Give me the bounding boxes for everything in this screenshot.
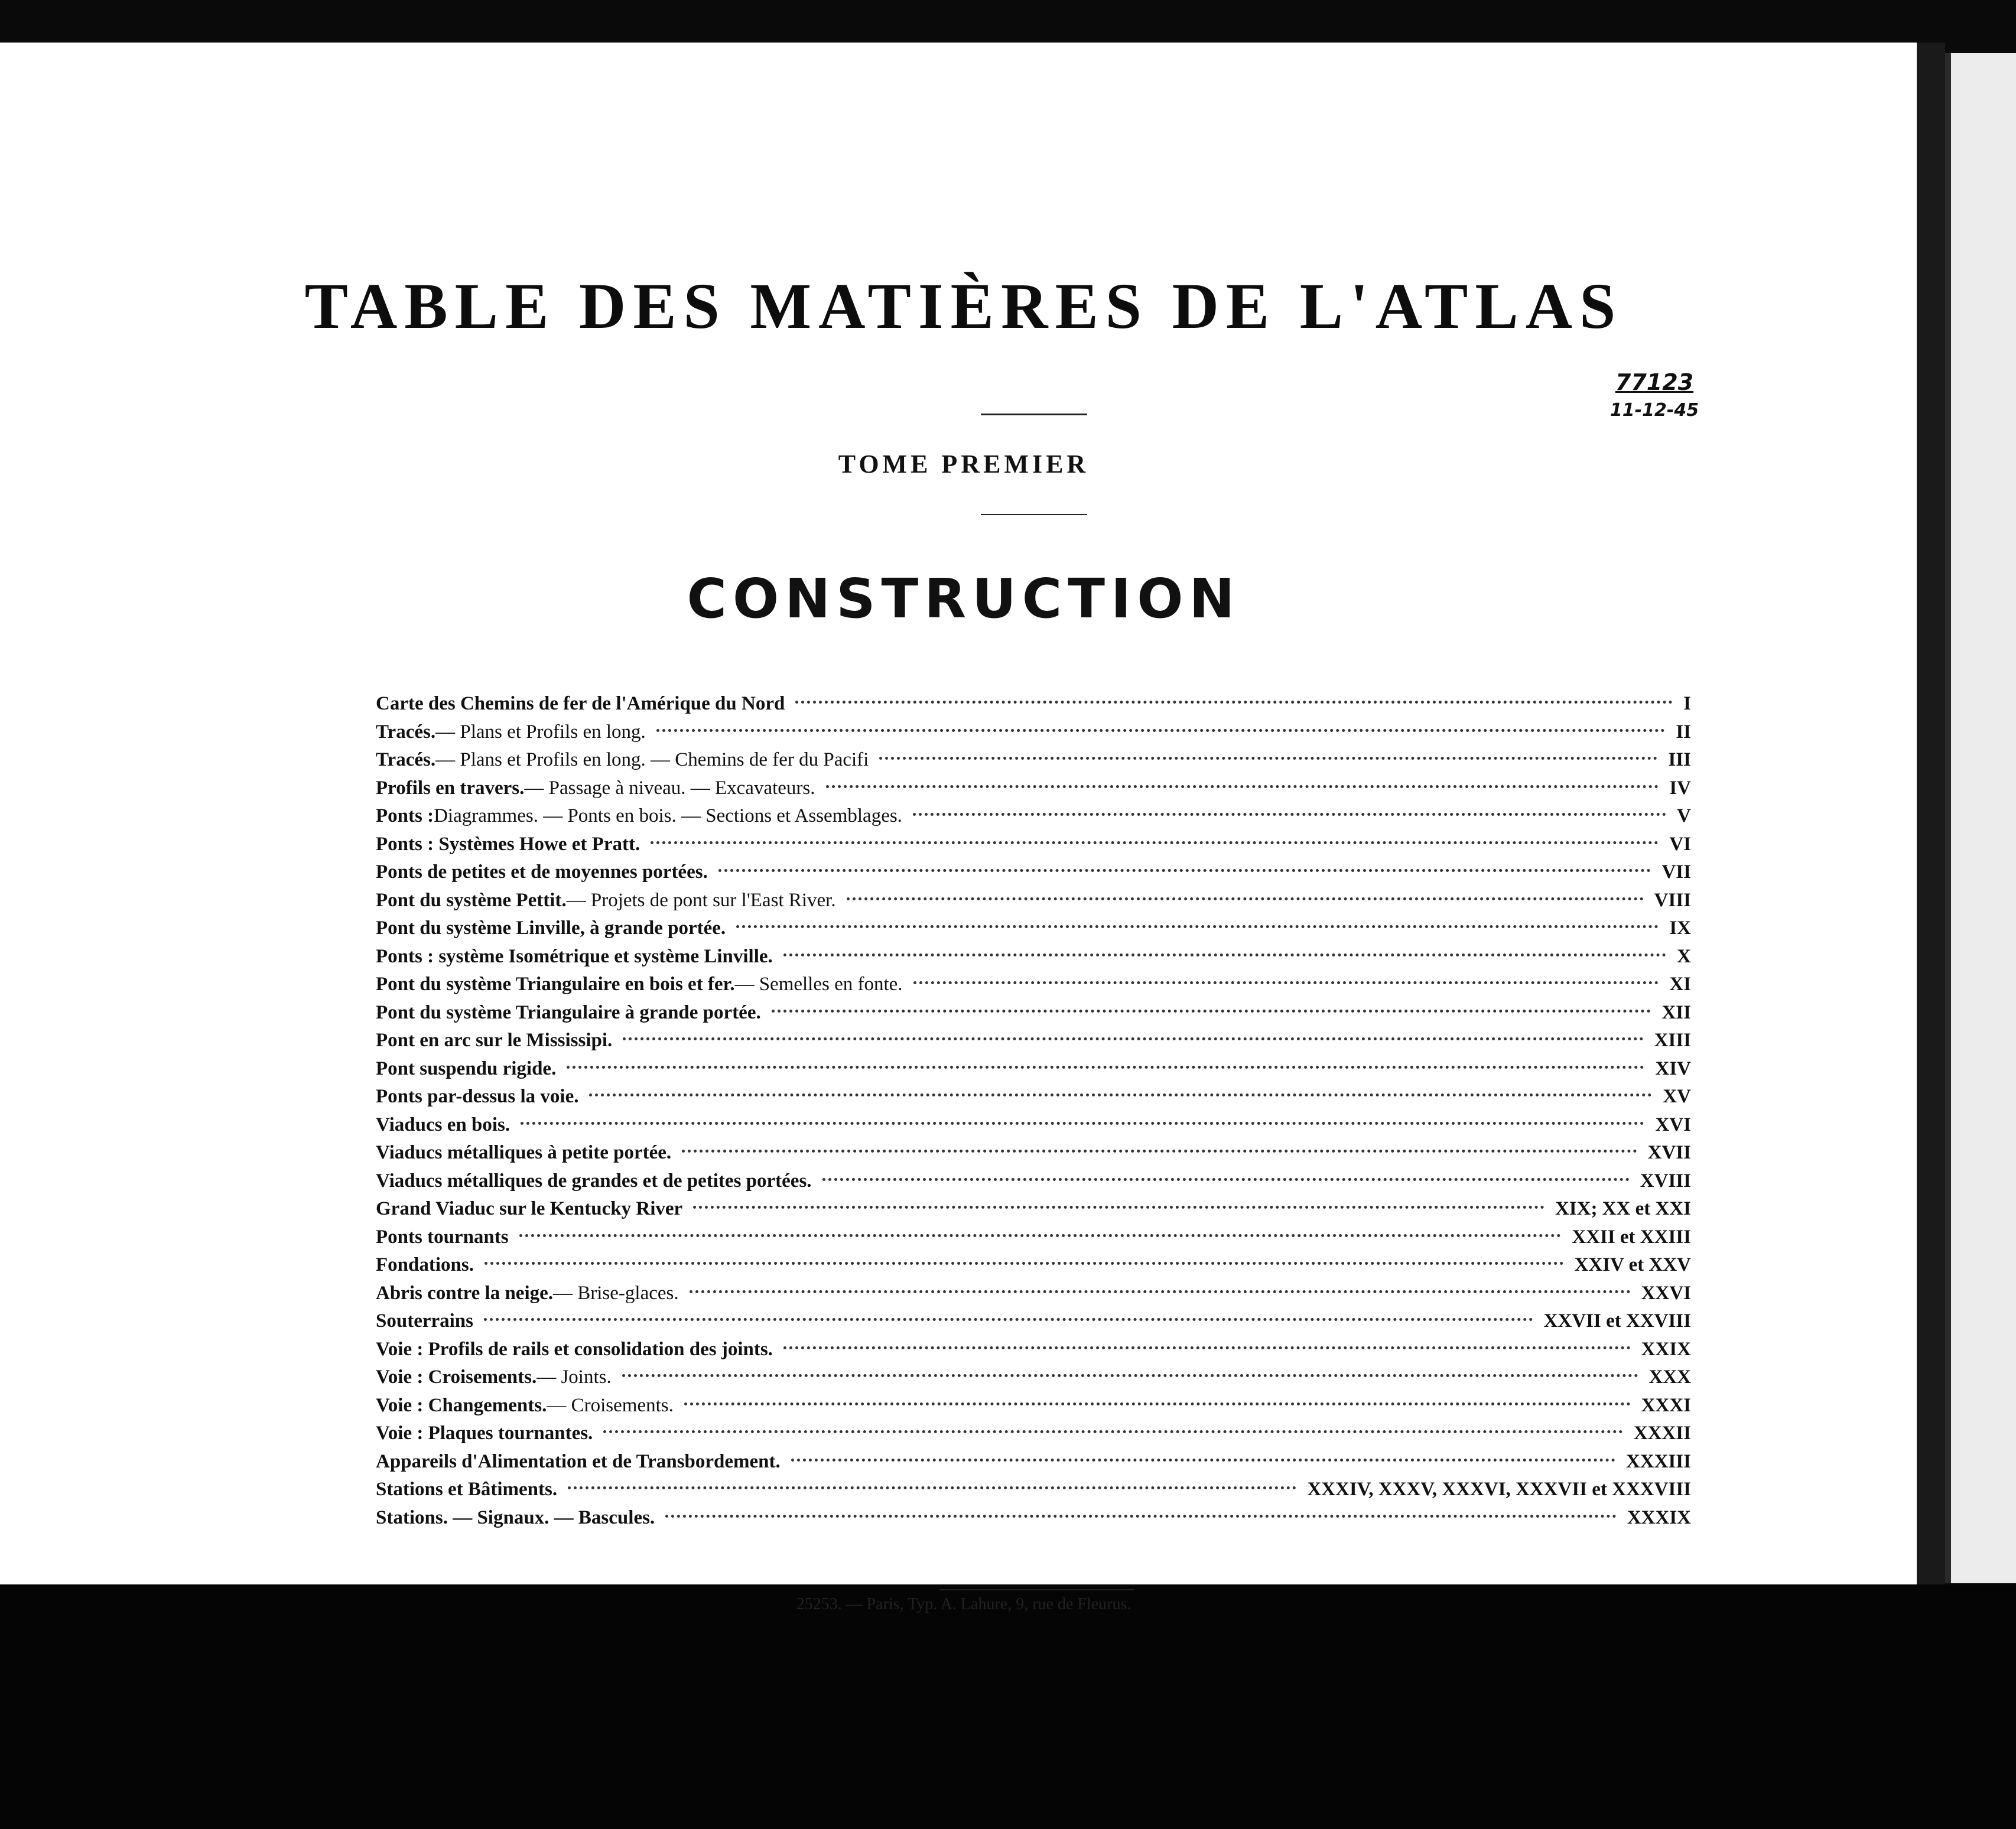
table-of-contents: [376, 690, 1691, 1532]
toc-entry-title: Viaducs en bois.: [376, 1114, 510, 1135]
toc-entry-title: Pont du système Pettit.: [376, 889, 567, 911]
dot-leader: [567, 1066, 1644, 1069]
toc-entry-subtitle: — Joints.: [536, 1366, 612, 1388]
plate-number: XVI: [1655, 1114, 1691, 1135]
toc-entry: [376, 914, 1691, 943]
divider-rule: [981, 514, 1087, 515]
plate-number: IX: [1669, 917, 1691, 939]
toc-entry: [376, 1420, 1691, 1448]
handwritten-catalog-mark: [1595, 369, 1713, 421]
section-heading: CONSTRUCTION: [687, 567, 1241, 630]
toc-entry-subtitle: — Passage à niveau. — Excavateurs.: [524, 777, 815, 799]
toc-entry-title: Pont du système Linville, à grande portée.: [376, 917, 726, 939]
plate-number: XIV: [1655, 1057, 1691, 1079]
toc-entry-title: Pont du système Triangulaire en bois et fer.: [376, 974, 735, 995]
toc-entry: [376, 1251, 1691, 1280]
toc-entry-subtitle: — Brise-glaces.: [553, 1282, 679, 1304]
dot-leader: [684, 1402, 1631, 1405]
dot-leader: [519, 1234, 1562, 1237]
toc-entry: [376, 943, 1691, 971]
plate-number: XXII et XXIII: [1572, 1226, 1691, 1248]
divider-rule: [981, 414, 1087, 415]
toc-entry: [376, 774, 1691, 803]
toc-entry: [376, 1307, 1691, 1336]
toc-entry: [376, 1504, 1691, 1532]
toc-entry: [376, 1139, 1691, 1167]
folded-page-edge: [1945, 53, 2016, 1583]
toc-entry: [376, 690, 1691, 718]
dot-leader: [826, 785, 1659, 788]
toc-entry-title: Voie : Plaques tournantes.: [376, 1423, 593, 1444]
dot-leader: [623, 1037, 1643, 1040]
toc-entry-title: Ponts par-dessus la voie.: [376, 1086, 579, 1107]
dot-leader: [521, 1122, 1644, 1125]
dot-leader: [651, 841, 1659, 844]
toc-entry: [376, 1027, 1691, 1055]
plate-number: XXX: [1648, 1366, 1691, 1388]
toc-entry-title: Pont du système Triangulaire à grande portée.: [376, 1001, 761, 1023]
plate-number: XXVII et XXVIII: [1543, 1310, 1691, 1332]
toc-entry-title: Ponts : Systèmes Howe et Pratt.: [376, 833, 640, 855]
toc-entry: [376, 718, 1691, 747]
scan-border: [0, 1584, 2016, 1829]
toc-entry-title: Tracés.: [376, 749, 436, 770]
plate-number: XXVI: [1641, 1282, 1691, 1304]
toc-entry-subtitle: — Croisements.: [547, 1394, 674, 1416]
plate-number: II: [1676, 721, 1691, 743]
toc-entry-title: Voie : Croisements.: [376, 1366, 537, 1388]
plate-number: X: [1677, 945, 1691, 967]
plate-number: XIX; XX et XXI: [1555, 1198, 1691, 1219]
toc-entry: [376, 1448, 1691, 1476]
dot-leader: [879, 757, 1657, 760]
toc-entry-subtitle: — Plans et Profils en long.: [435, 721, 646, 743]
dot-leader: [783, 1346, 1631, 1349]
plate-number: XXXII: [1633, 1423, 1691, 1444]
dot-leader: [913, 981, 1659, 984]
toc-entry-title: Ponts de petites et de moyennes portées.: [376, 861, 708, 883]
toc-entry: [376, 1223, 1691, 1252]
toc-entry: [376, 1167, 1691, 1196]
toc-entry: [376, 831, 1691, 859]
plate-number: III: [1668, 749, 1691, 770]
toc-entry-subtitle: — Projets de pont sur l'East River.: [566, 889, 836, 911]
dot-leader: [682, 1150, 1637, 1153]
plate-number: XVII: [1647, 1142, 1691, 1163]
plate-number: XXIX: [1641, 1338, 1691, 1360]
plate-number: XXXIX: [1627, 1506, 1691, 1528]
catalog-number: 77123: [1615, 369, 1694, 395]
dot-leader: [913, 813, 1666, 816]
plate-number: XXXIII: [1625, 1450, 1691, 1472]
toc-entry-title: Fondations.: [376, 1254, 474, 1275]
toc-entry-title: Ponts : système Isométrique et système Linville.: [376, 945, 773, 967]
toc-entry: [376, 1392, 1691, 1420]
page-title: TABLE DES MATIÈRES DE L'ATLAS: [304, 270, 1623, 342]
toc-entry-subtitle: — Plans et Profils en long. — Chemins de fer du Pacifi: [435, 749, 869, 770]
dot-leader: [772, 1010, 1651, 1013]
toc-entry-title: Carte des Chemins de fer de l'Amérique du Nord: [376, 693, 785, 714]
toc-entry-title: Viaducs métalliques de grandes et de petites portées.: [376, 1170, 812, 1192]
plate-number: XIII: [1654, 1030, 1691, 1051]
toc-entry: [376, 1363, 1691, 1392]
toc-entry-title: Voie : Changements.: [376, 1394, 547, 1416]
plate-number: XXIV et XXV: [1574, 1254, 1691, 1275]
dot-leader: [736, 925, 1659, 928]
plate-number: XV: [1663, 1086, 1691, 1107]
toc-entry-subtitle: — Semelles en fonte.: [734, 974, 903, 995]
printer-imprint: 25253. — Paris, Typ. A. Lahure, 9, rue de Fleurus.: [796, 1595, 1131, 1613]
plate-number: XXXI: [1641, 1394, 1691, 1416]
dot-leader: [603, 1430, 1623, 1433]
dot-leader: [791, 1459, 1615, 1462]
toc-entry-title: Stations et Bâtiments.: [376, 1479, 558, 1500]
volume-heading: TOME PREMIER: [838, 450, 1090, 479]
toc-entry-title: Tracés.: [376, 721, 436, 743]
toc-entry: [376, 971, 1691, 999]
toc-entry: [376, 1280, 1691, 1308]
dot-leader: [665, 1515, 1617, 1518]
toc-entry: [376, 999, 1691, 1027]
dot-leader: [568, 1486, 1296, 1489]
dot-leader: [484, 1318, 1533, 1321]
toc-entry-title: Profils en travers.: [376, 777, 525, 799]
toc-entry: [376, 746, 1691, 774]
toc-entry-title: Stations. — Signaux. — Bascules.: [376, 1506, 655, 1528]
dot-leader: [693, 1206, 1544, 1209]
plate-number: IV: [1669, 777, 1691, 799]
divider-rule: [939, 1589, 1134, 1590]
toc-entry-title: Pont en arc sur le Mississipi.: [376, 1030, 613, 1051]
toc-entry-title: Voie : Profils de rails et consolidation des joints.: [376, 1338, 773, 1360]
toc-entry: [376, 1083, 1691, 1111]
plate-number: V: [1677, 805, 1691, 826]
plate-number: VIII: [1654, 889, 1691, 911]
toc-entry-title: Appareils d'Alimentation et de Transbordement.: [376, 1450, 781, 1472]
toc-entry-title: Souterrains: [376, 1310, 473, 1332]
dot-leader: [718, 869, 1651, 872]
dot-leader: [485, 1262, 1564, 1265]
plate-number: XXXIV, XXXV, XXXVI, XXXVII et XXXVIII: [1307, 1479, 1691, 1500]
toc-entry-title: Abris contre la neige.: [376, 1282, 554, 1304]
dot-leader: [690, 1290, 1631, 1293]
dot-leader: [795, 701, 1673, 704]
plate-number: XI: [1669, 974, 1691, 995]
toc-entry-title: Ponts tournants: [376, 1226, 509, 1248]
toc-entry-title: Grand Viaduc sur le Kentucky River: [376, 1198, 683, 1219]
dot-leader: [783, 953, 1666, 956]
plate-number: VI: [1669, 833, 1691, 855]
toc-entry: [376, 1336, 1691, 1364]
toc-entry: [376, 887, 1691, 915]
toc-entry: [376, 802, 1691, 831]
catalog-date: 11-12-45: [1609, 400, 1699, 421]
toc-entry: [376, 1476, 1691, 1504]
toc-entry-title: Viaducs métalliques à petite portée.: [376, 1142, 672, 1163]
toc-entry: [376, 1111, 1691, 1140]
toc-entry: [376, 858, 1691, 887]
toc-entry-title: Pont suspendu rigide.: [376, 1057, 557, 1079]
dot-leader: [847, 897, 1644, 900]
dot-leader: [589, 1094, 1652, 1096]
toc-entry: [376, 1195, 1691, 1223]
plate-number: XVIII: [1640, 1170, 1691, 1192]
toc-entry: [376, 1055, 1691, 1083]
toc-entry-subtitle: Diagrammes. — Ponts en bois. — Sections et Assemblages.: [434, 805, 902, 826]
dot-leader: [822, 1178, 1630, 1181]
plate-number: XII: [1661, 1001, 1691, 1023]
plate-number: VII: [1661, 861, 1691, 883]
toc-entry-title: Ponts :: [376, 805, 434, 826]
plate-number: I: [1683, 693, 1691, 714]
dot-leader: [656, 729, 1666, 732]
dot-leader: [622, 1374, 1638, 1377]
